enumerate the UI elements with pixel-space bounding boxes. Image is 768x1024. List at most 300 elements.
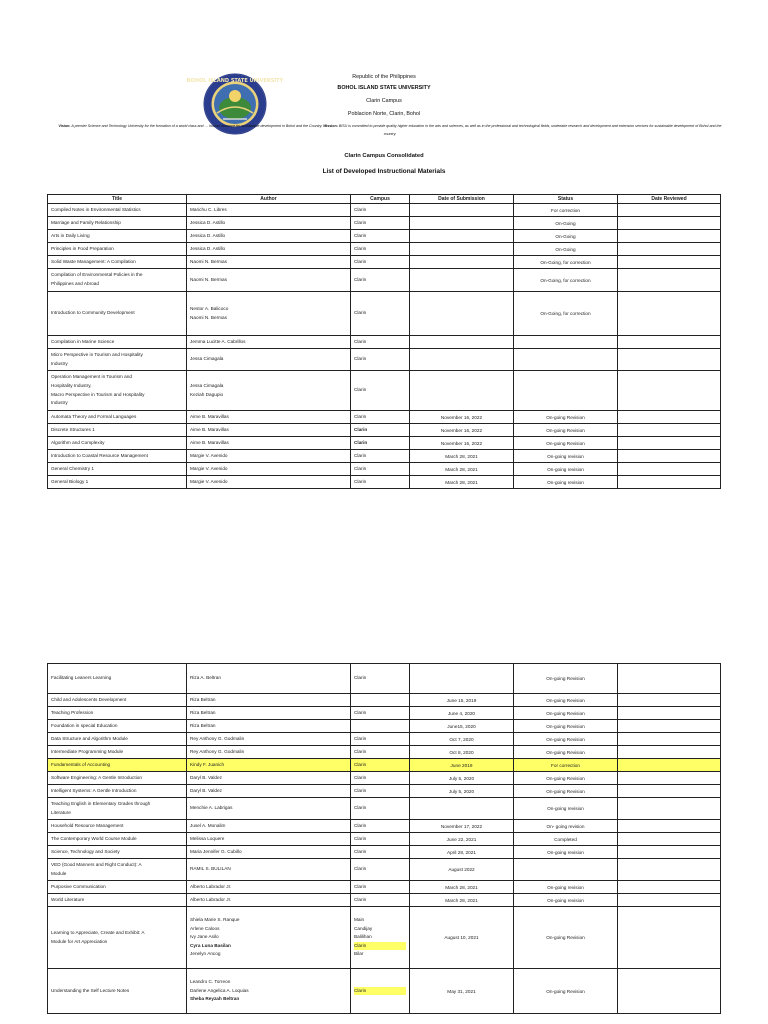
cell-title-line: Automata Theory and Formal Languages — [51, 413, 137, 419]
cell-author-line: Margie V. Avenido — [190, 465, 228, 471]
cell-campus — [351, 907, 410, 969]
cell-author-line: Jusel A. Monalim — [190, 822, 226, 828]
cell-date-submission: November 17, 2022 — [410, 820, 514, 833]
cell-title-line: Teaching Profession — [51, 709, 94, 715]
cell-author — [187, 720, 351, 733]
cell-campus-line: Clarin — [354, 735, 367, 741]
cell-campus — [351, 798, 410, 820]
cell-author — [187, 269, 351, 292]
cell-campus — [351, 450, 410, 463]
cell-title-line: Discrete Structures 1 — [51, 426, 95, 432]
cell-author — [187, 664, 351, 694]
materials-table-page1 — [47, 194, 721, 489]
col-header-title: Title — [48, 195, 187, 204]
cell-author-line: Naomi N. Bermas — [190, 314, 227, 320]
cell-campus-line: Clarin — [354, 232, 367, 238]
cell-author-line: Margie V. Avenido — [190, 452, 228, 458]
cell-campus-line: Clarin — [354, 942, 406, 951]
cell-author — [187, 746, 351, 759]
cell-title-line: Compiled Notes in Environmental Statistics — [51, 206, 141, 212]
cell-title — [48, 846, 187, 859]
cell-author — [187, 476, 351, 489]
cell-campus-line: Balilihan — [354, 934, 372, 940]
cell-author-line: Cyra Luna Basilan — [190, 942, 231, 948]
cell-date-submission — [410, 664, 514, 694]
cell-author-line: Daryl B. Valdez — [190, 787, 222, 793]
cell-title-line: General Biology 1 — [51, 478, 89, 484]
cell-author — [187, 881, 351, 894]
table-row — [48, 664, 721, 694]
cell-campus — [351, 336, 410, 349]
table-row — [48, 217, 721, 230]
cell-date-submission — [410, 371, 514, 411]
cell-author-line: Shiela Marie S. Ranque — [190, 917, 240, 923]
cell-date-submission: Oct 7, 2020 — [410, 733, 514, 746]
table-row — [48, 859, 721, 881]
cell-status: On-going Revision — [514, 437, 618, 450]
cell-author-line: Jessica D. Astillo — [190, 245, 226, 251]
table-row — [48, 798, 721, 820]
cell-status — [514, 859, 618, 881]
cell-title — [48, 907, 187, 969]
cell-campus-line: Clarin — [354, 310, 367, 316]
cell-date-reviewed — [618, 269, 721, 292]
cell-date-reviewed — [618, 437, 721, 450]
cell-author — [187, 733, 351, 746]
materials-table-page2 — [47, 663, 721, 1014]
table-row — [48, 820, 721, 833]
cell-status: Completed — [514, 833, 618, 846]
cell-author — [187, 437, 351, 450]
cell-title — [48, 894, 187, 907]
cell-date-submission: March 28, 2021 — [410, 881, 514, 894]
cell-date-submission: Oct 8, 2020 — [410, 746, 514, 759]
cell-title — [48, 243, 187, 256]
cell-date-reviewed — [618, 772, 721, 785]
cell-author-line: Rey Anthony G. Godmalin — [190, 748, 245, 754]
cell-title — [48, 349, 187, 371]
cell-campus-line: Candijay — [354, 925, 373, 931]
cell-date-reviewed — [618, 833, 721, 846]
cell-campus — [351, 411, 410, 424]
cell-title — [48, 746, 187, 759]
cell-status: On-Going — [514, 243, 618, 256]
cell-status: For correction — [514, 204, 618, 217]
cell-date-reviewed — [618, 907, 721, 969]
cell-date-reviewed — [618, 733, 721, 746]
cell-title-line: Teaching English in Elementary Grades through — [51, 800, 151, 806]
cell-status: On-going Revision — [514, 969, 618, 1014]
table-row — [48, 411, 721, 424]
cell-author-line: Naomi N. Bermas — [190, 276, 227, 282]
table-row — [48, 881, 721, 894]
cell-campus — [351, 707, 410, 720]
cell-title-line: World Literature — [51, 896, 85, 902]
table-row — [48, 772, 721, 785]
cell-date-reviewed — [618, 969, 721, 1014]
cell-author — [187, 230, 351, 243]
cell-title-line: Software Engineering: A Gentle Introduction — [51, 774, 142, 780]
col-header-author: Author — [187, 195, 351, 204]
cell-status: On-going Revision — [514, 772, 618, 785]
table-row — [48, 759, 721, 772]
cell-date-reviewed — [618, 820, 721, 833]
table-row — [48, 476, 721, 489]
cell-date-reviewed — [618, 746, 721, 759]
cell-date-submission: March 28, 2021 — [410, 894, 514, 907]
cell-date-submission — [410, 217, 514, 230]
table-row — [48, 292, 721, 336]
cell-campus — [351, 785, 410, 798]
cell-campus — [351, 894, 410, 907]
cell-title — [48, 371, 187, 411]
cell-date-submission: November 16, 2022 — [410, 424, 514, 437]
cell-author — [187, 204, 351, 217]
cell-campus — [351, 969, 410, 1014]
cell-campus-line: Clarin — [354, 452, 367, 458]
mission-text: BISU is committed to provide quality higher education in the arts and sciences, as well as in the professional and technological fields, undertake research and development and extension services for sustainable development of Bohol and the country. — [338, 124, 722, 137]
cell-campus — [351, 437, 410, 450]
cell-campus — [351, 217, 410, 230]
cell-date-submission: June15, 2020 — [410, 720, 514, 733]
cell-date-reviewed — [618, 411, 721, 424]
cell-campus — [351, 772, 410, 785]
cell-date-reviewed — [618, 243, 721, 256]
cell-author — [187, 424, 351, 437]
cell-status: On-Going — [514, 217, 618, 230]
table-header-row — [48, 195, 721, 204]
cell-title-line: Child and Adolescents Development — [51, 696, 127, 702]
cell-campus-line: Clarin — [354, 866, 367, 872]
cell-date-reviewed — [618, 217, 721, 230]
cell-date-submission: June 4, 2020 — [410, 707, 514, 720]
table-row — [48, 336, 721, 349]
cell-campus-line: Clarin — [354, 787, 367, 793]
cell-date-reviewed — [618, 424, 721, 437]
cell-author-line: Jemma Lucitte A. Cabrillos — [190, 338, 246, 344]
cell-date-submission: June 15, 2019 — [410, 694, 514, 707]
cell-title-line: Macro Perspective in Tourism and Hospitality — [51, 391, 145, 397]
cell-title — [48, 450, 187, 463]
cell-author — [187, 256, 351, 269]
cell-title — [48, 820, 187, 833]
cell-author-line: Riza A. Beltran — [190, 675, 222, 681]
cell-campus-line: Clarin — [354, 206, 367, 212]
cell-author — [187, 450, 351, 463]
cell-date-reviewed — [618, 759, 721, 772]
cell-status: On-going Revision — [514, 424, 618, 437]
cell-date-reviewed — [618, 798, 721, 820]
cell-date-submission — [410, 204, 514, 217]
cell-title-line: VED (Good Manners and Right Conduct): A — [51, 861, 142, 867]
cell-campus-line: Clarin — [354, 276, 367, 282]
col-header-date-reviewed: Date Reviewed — [618, 195, 721, 204]
table-row — [48, 243, 721, 256]
cell-status: On-going revision — [514, 450, 618, 463]
cell-author-line: Keziah Dagupio — [190, 391, 224, 397]
cell-date-submission: March 28, 2021 — [410, 476, 514, 489]
table-row — [48, 720, 721, 733]
table-row — [48, 450, 721, 463]
vision-mission-text — [52, 122, 728, 139]
vision-label: Vision: — [58, 124, 71, 128]
cell-campus-line: Clarin — [354, 675, 367, 681]
cell-status — [514, 349, 618, 371]
cell-title-line: Learning to Appreciate, Create and Exhibit: A — [51, 929, 145, 935]
cell-date-submission: May 31, 2021 — [410, 969, 514, 1014]
cell-campus — [351, 820, 410, 833]
cell-campus-line: Main — [354, 917, 365, 923]
cell-campus-line: Clarin — [354, 835, 367, 841]
cell-author — [187, 371, 351, 411]
cell-title — [48, 230, 187, 243]
cell-campus-line: Clarin — [354, 219, 367, 225]
cell-status: For correction — [514, 759, 618, 772]
cell-campus — [351, 759, 410, 772]
cell-title-line: Micro Perspective in Tourism and Hospitality — [51, 351, 143, 357]
cell-author-line: Aime B. Maravillas — [190, 426, 229, 432]
table-row — [48, 230, 721, 243]
cell-author-line: Darlene Angelica A. Loquias — [190, 987, 249, 993]
cell-status: On-going revision — [514, 476, 618, 489]
cell-author-line: Rey Anthony G. Godmalin — [190, 735, 245, 741]
cell-campus — [351, 846, 410, 859]
cell-date-reviewed — [618, 707, 721, 720]
cell-campus-line: Clarin — [354, 709, 367, 715]
cell-campus-line: Clarin — [354, 338, 367, 344]
table-row — [48, 256, 721, 269]
cell-author — [187, 894, 351, 907]
cell-author-line: Leandro C. Torreon — [190, 979, 231, 985]
header-university-name: BOHOL ISLAND STATE UNIVERSITY — [337, 85, 431, 91]
cell-campus — [351, 746, 410, 759]
cell-date-submission — [410, 256, 514, 269]
cell-status: On-going revision — [514, 463, 618, 476]
cell-campus — [351, 881, 410, 894]
cell-author — [187, 463, 351, 476]
table-row — [48, 349, 721, 371]
cell-date-reviewed — [618, 720, 721, 733]
cell-author-line: Aime B. Maravillas — [190, 413, 229, 419]
cell-date-submission: July 5, 2020 — [410, 785, 514, 798]
cell-title — [48, 217, 187, 230]
table-row — [48, 424, 721, 437]
cell-campus — [351, 243, 410, 256]
cell-date-reviewed — [618, 204, 721, 217]
cell-title — [48, 833, 187, 846]
cell-author-line: RAMIL S. BULILAN — [190, 866, 231, 872]
cell-title — [48, 785, 187, 798]
cell-date-reviewed — [618, 894, 721, 907]
mission-label: Mission: — [323, 124, 338, 128]
cell-author-line: Naomi N. Bermas — [190, 258, 227, 264]
cell-title — [48, 859, 187, 881]
cell-author — [187, 798, 351, 820]
cell-author-line: Jenelyn Ancog — [190, 951, 221, 957]
cell-status: On-going Revision — [514, 707, 618, 720]
cell-author — [187, 772, 351, 785]
cell-date-reviewed — [618, 450, 721, 463]
cell-status: On-going Revision — [514, 664, 618, 694]
cell-campus — [351, 664, 410, 694]
cell-author-line: Jessica D. Astillo — [190, 219, 226, 225]
cell-date-reviewed — [618, 476, 721, 489]
cell-date-submission: August 2022 — [410, 859, 514, 881]
vision-text: A premier Science and Technology University for the formation of a world class and … human resource for sustainable development in Bohol and the Country. — [71, 124, 323, 128]
cell-campus — [351, 256, 410, 269]
cell-date-submission — [410, 336, 514, 349]
table-row — [48, 969, 721, 1014]
cell-date-submission: April 28, 2021 — [410, 846, 514, 859]
cell-author — [187, 292, 351, 336]
cell-title-line: Purposive Communication — [51, 883, 106, 889]
cell-title — [48, 664, 187, 694]
cell-status: On-going revision — [514, 798, 618, 820]
cell-status: On-Going — [514, 230, 618, 243]
cell-title-line: Understanding the Self Lecture Notes — [51, 987, 130, 993]
cell-campus — [351, 424, 410, 437]
cell-date-reviewed — [618, 336, 721, 349]
cell-status: On-going Revision — [514, 720, 618, 733]
col-header-status: Status — [514, 195, 618, 204]
cell-title-line: Hospitality Industry, — [51, 382, 92, 388]
cell-campus-line: Clarin — [354, 748, 367, 754]
cell-campus-line: Clarin — [354, 426, 368, 432]
table-row — [48, 785, 721, 798]
cell-author — [187, 785, 351, 798]
cell-date-reviewed — [618, 371, 721, 411]
cell-author — [187, 759, 351, 772]
table-row — [48, 833, 721, 846]
cell-status — [514, 336, 618, 349]
cell-campus-line: Clarin — [354, 805, 367, 811]
cell-campus — [351, 694, 410, 707]
cell-title — [48, 204, 187, 217]
cell-author-line: Marichu C. Libres — [190, 206, 227, 212]
cell-campus — [351, 292, 410, 336]
cell-date-submission — [410, 243, 514, 256]
cell-title — [48, 694, 187, 707]
cell-campus-line: Clarin — [354, 439, 368, 445]
cell-status: On-Going, for correction — [514, 292, 618, 336]
cell-date-submission: November 16, 2022 — [410, 411, 514, 424]
cell-title-line: Algorithm and Complexity — [51, 439, 105, 445]
cell-campus — [351, 833, 410, 846]
cell-author — [187, 859, 351, 881]
cell-status: On-going Revision — [514, 785, 618, 798]
cell-title — [48, 269, 187, 292]
table-row — [48, 733, 721, 746]
cell-author-line: Riza Beltran — [190, 722, 216, 728]
cell-title-line: Module for Art Appreciation — [51, 938, 108, 944]
cell-title — [48, 720, 187, 733]
cell-title-line: Household Resource Management — [51, 822, 124, 828]
cell-date-reviewed — [618, 694, 721, 707]
cell-author-line: Jessa Cimagala — [190, 382, 224, 388]
cell-title-line: Facilitating Leaners Learning — [51, 675, 112, 681]
cell-status: On-going Revision — [514, 411, 618, 424]
cell-title-line: Module — [51, 870, 67, 876]
cell-title-line: Industry — [51, 400, 68, 406]
cell-date-reviewed — [618, 859, 721, 881]
cell-campus-line: Clarin — [354, 465, 367, 471]
cell-author-line: Maria Jennifer G. Cubillo — [190, 848, 242, 854]
cell-author-line: Daryl B. Valdez — [190, 774, 222, 780]
cell-date-submission — [410, 292, 514, 336]
cell-campus-line: Clarin — [354, 245, 367, 251]
cell-title-line: Introduction to Coastal Resource Management — [51, 452, 148, 458]
cell-author-line: Jessica D. Astillo — [190, 232, 226, 238]
cell-author-line: Jessa Cimagala — [190, 356, 224, 362]
cell-author-line: Riza Beltran — [190, 709, 216, 715]
cell-status: On-going Revision — [514, 907, 618, 969]
cell-author-line: Menchie A. Labrigas — [190, 805, 233, 811]
cell-title — [48, 292, 187, 336]
seal-text: BOHOL ISLAND STATE UNIVERSITY — [186, 78, 284, 84]
cell-campus — [351, 269, 410, 292]
cell-status — [514, 371, 618, 411]
cell-author — [187, 820, 351, 833]
cell-author-line: Arlene Caloos — [190, 925, 220, 931]
table-row — [48, 269, 721, 292]
cell-date-submission: August 10, 2021 — [410, 907, 514, 969]
cell-date-submission: March 28, 2021 — [410, 463, 514, 476]
cell-date-reviewed — [618, 881, 721, 894]
cell-title-line: Philippines and Abroad — [51, 281, 99, 286]
cell-status: On-going revision — [514, 894, 618, 907]
header-address: Poblacion Norte, Clarin, Bohol — [347, 111, 421, 117]
cell-author-line: Ivy Jane Asilo — [190, 934, 219, 940]
cell-date-submission — [410, 349, 514, 371]
cell-date-reviewed — [618, 846, 721, 859]
cell-author-line: Sheba Reyzah Beltran — [190, 996, 240, 1002]
table-row — [48, 846, 721, 859]
cell-author — [187, 694, 351, 707]
cell-author — [187, 707, 351, 720]
cell-title-line: Fundamentals of Accounting — [51, 761, 111, 767]
cell-date-reviewed — [618, 349, 721, 371]
cell-author-line: Margie V. Avenido — [190, 478, 228, 484]
cell-date-reviewed — [618, 463, 721, 476]
cell-title-line: Marriage and Family Relationship — [51, 219, 121, 225]
cell-title — [48, 881, 187, 894]
cell-status: On- going revision — [514, 820, 618, 833]
cell-campus-line: Clarin — [354, 413, 367, 419]
cell-date-reviewed — [618, 785, 721, 798]
cell-status: On-going revision — [514, 846, 618, 859]
header-campus: Clarin Campus — [366, 98, 402, 104]
cell-author-line: Kindy F. Juanich — [190, 761, 225, 767]
cell-campus-line: Clarin — [354, 848, 367, 854]
cell-author — [187, 349, 351, 371]
table-row — [48, 463, 721, 476]
cell-campus — [351, 733, 410, 746]
cell-status: On-going Revision — [514, 733, 618, 746]
cell-date-reviewed — [618, 664, 721, 694]
cell-author — [187, 411, 351, 424]
document-title-list: List of Developed Instructional Materials — [322, 168, 446, 175]
cell-campus-line: Clarin — [354, 774, 367, 780]
cell-campus-line: Clarin — [354, 356, 367, 362]
cell-status: On-going Revision — [514, 746, 618, 759]
cell-status: On-Going, for correction — [514, 256, 618, 269]
cell-title-line: Intermediate Programming Module — [51, 748, 124, 754]
cell-title-line: Literature — [51, 809, 71, 815]
cell-campus — [351, 204, 410, 217]
cell-campus-line: Clarin — [354, 478, 367, 484]
cell-campus-line: Clarin — [354, 896, 367, 902]
cell-title — [48, 707, 187, 720]
